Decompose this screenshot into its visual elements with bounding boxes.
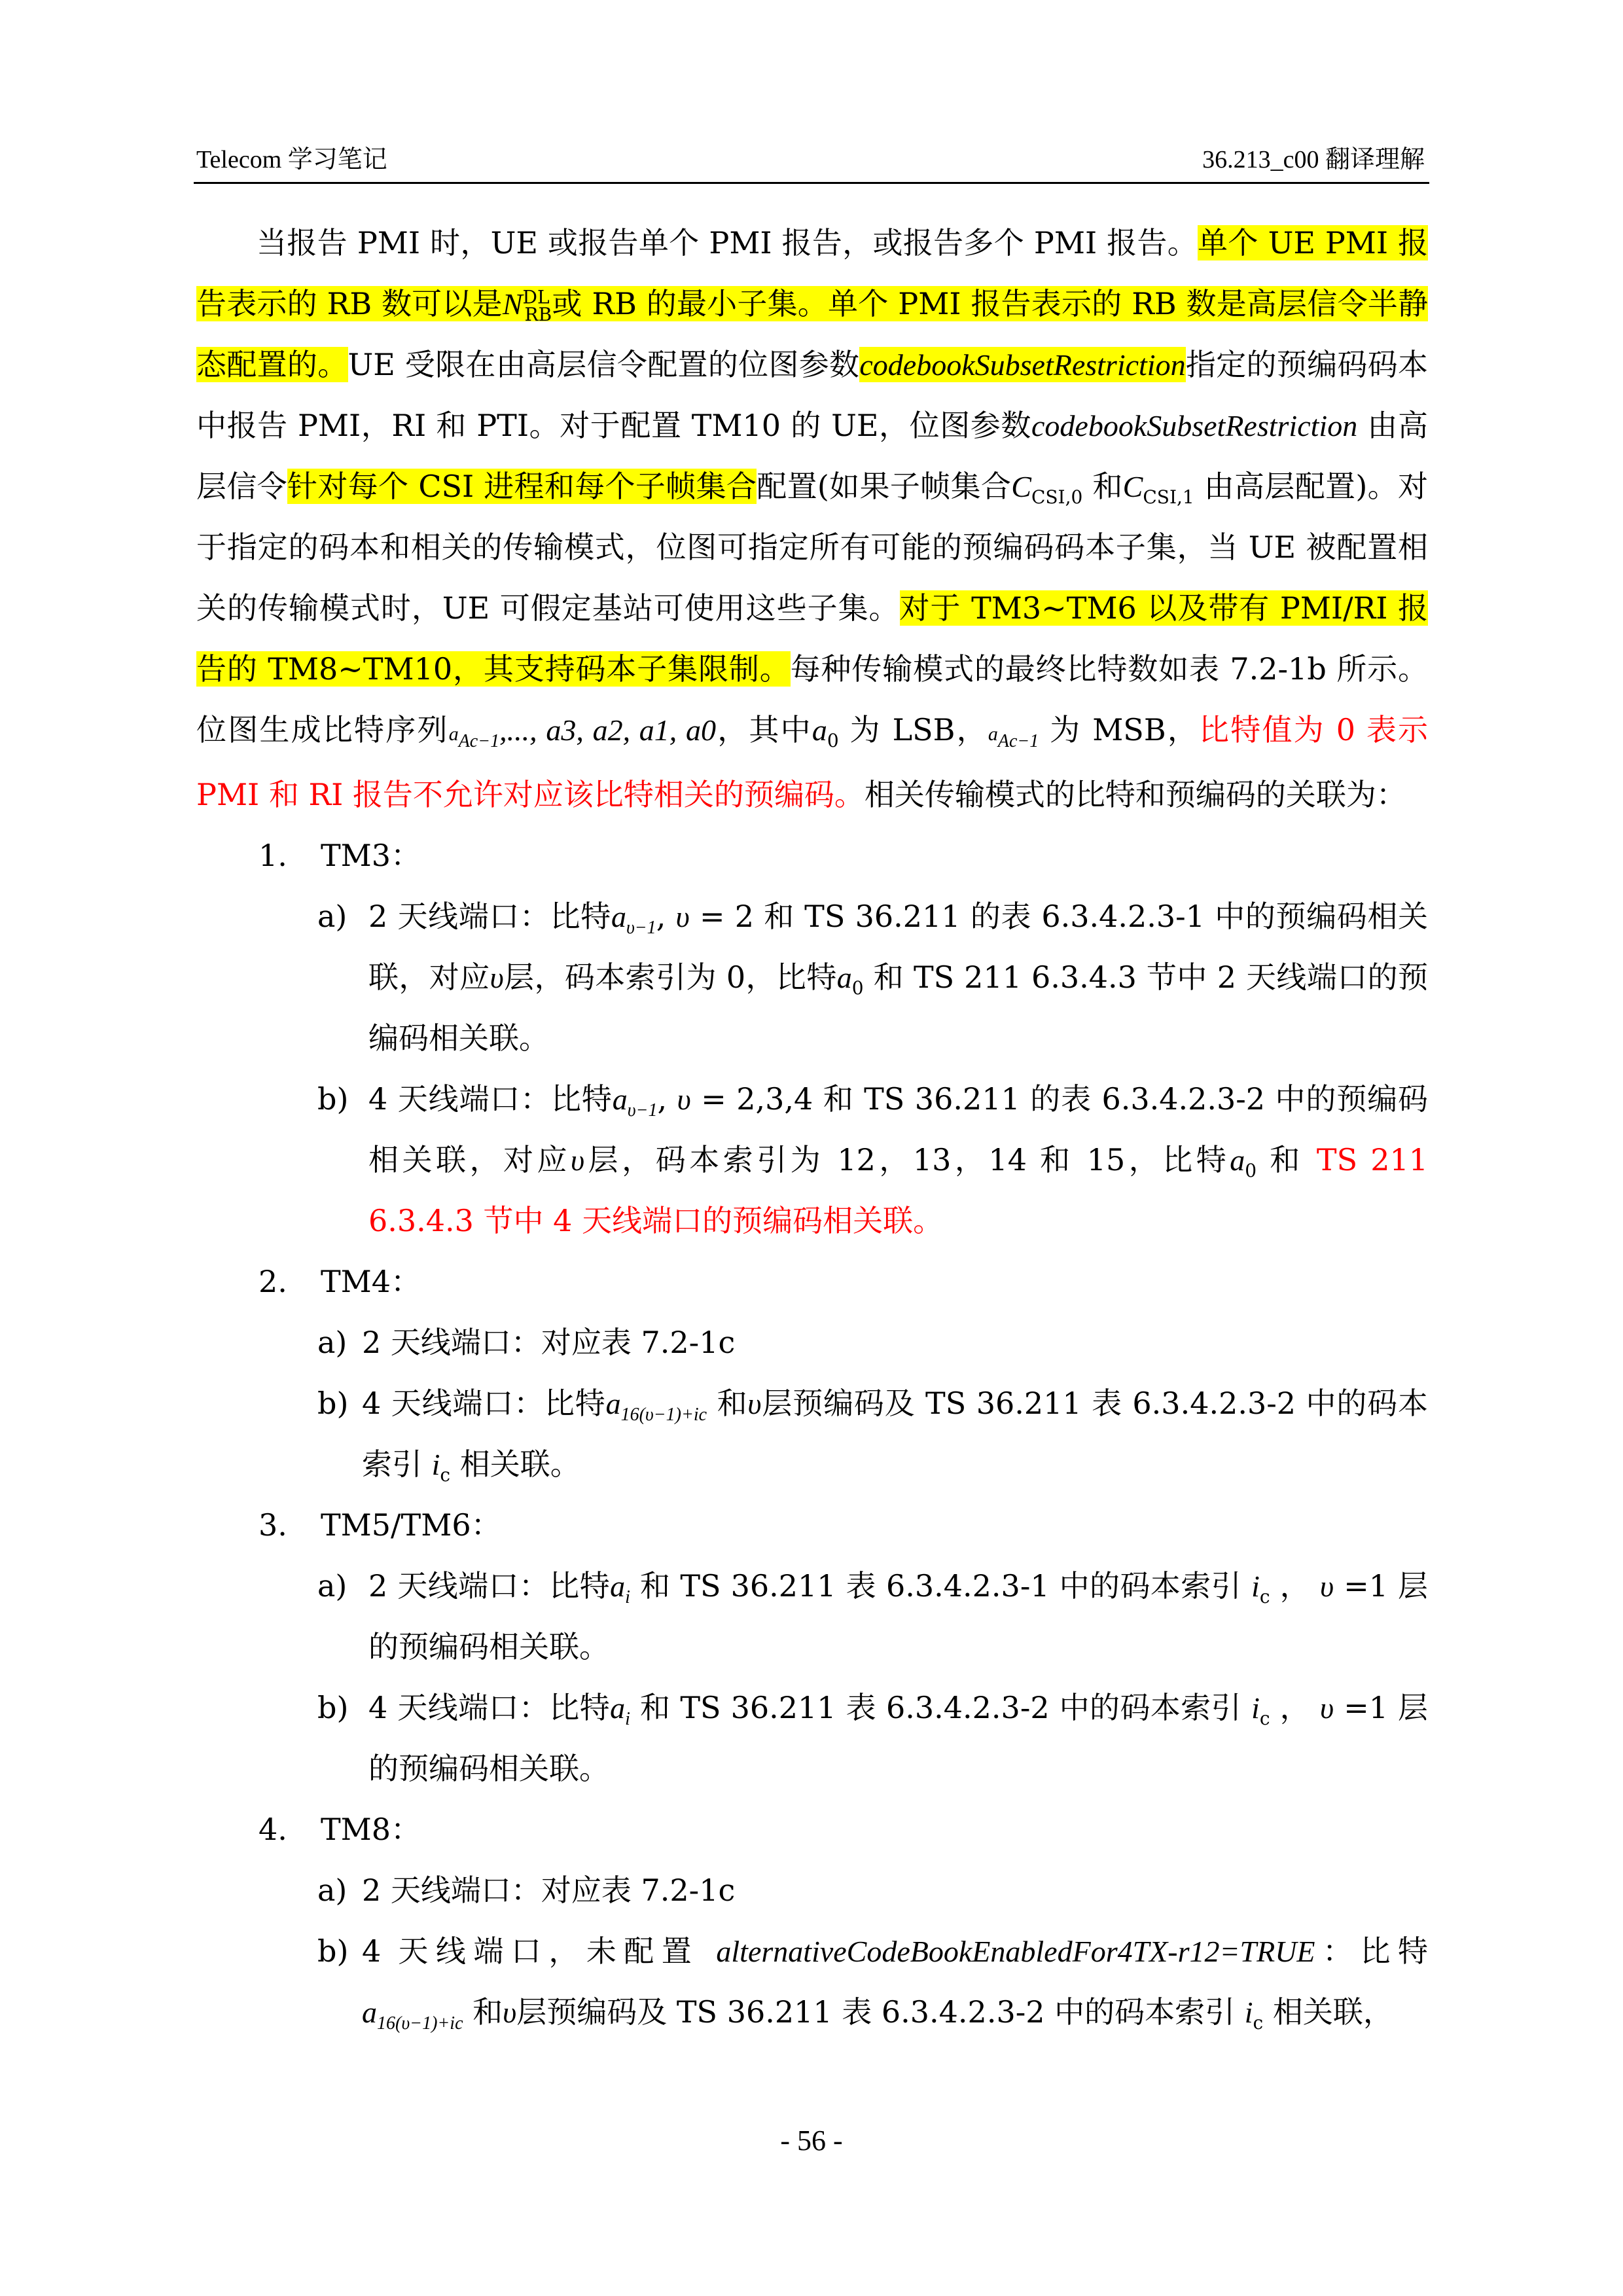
intro-paragraph: 当报告 PMI 时，UE 或报告单个 PMI 报告，或报告多个 PMI 报告。单个 UE PMI 报告表示的 RB 数可以是$N^{DL}_{RB}$或 RB 的最小子集。单个 PMI 报告表示的 RB 数是高层信令半静态配置的。UE 受限在由高层信令配置的位图参数codebookSubsetRestriction指定的预编码码本中报告 PMI，RI 和 PTI。对于配置 TM10 的 UE，位图参数codebookSubsetRestriction 由高层信令针对每个 CSI 进程和每个子帧集合配置(如果子帧集合$C_{CSI,0}$ 和$C_{CSI,1}$ 由高层配置)。对于指定的码本和相关的传输模式，位图可指定所有可能的预编码码本子集，当 UE 被配置相关的传输模式时，UE 可假定基站可使用这些子集。对于 TM3~TM6 以及带有 PMI/RI 报告的 TM8~TM10，其支持码本子集限制。每种传输模式的最终比特数如表 7.2-1b 所示。位图生成比特序列$a_{Ac-1}$,..., a3, a2, a1, a0，其中$a_0$ 为 LSB，$a_{Ac-1}$ 为 MSB，比特值为 0 表示 PMI 和 RI 报告不允许对应该比特相关的预编码。相关传输模式的比特和预编码的关联为： xyxy=(196,225,1429,812)
intro-text-1: 当报告 PMI 时，UE 或报告单个 PMI 报告，或报告多个 PMI 报告。 xyxy=(257,225,1198,260)
symbol-n: N xyxy=(502,287,523,321)
tm8-item-a: a) 2 天线端口：对应表 7.2-1c xyxy=(317,1873,736,1908)
intro-text-3: 指定的预编码码本中报告 PMI，RI 和 PTI。对于配置 TM10 的 UE，位图参数 xyxy=(196,347,1429,443)
tm56-item-a: a) 2 天线端口：比特$a_i$ 和 TS 36.211 表 6.3.4.2.3-1 中的码本索引 $i_c$ ， υ =1 层的预编码相关联。 xyxy=(317,1568,1429,1664)
red-note: 比特值为 0 表示 PMI 和 RI 报告不允许对应该比特相关的预编码。 xyxy=(196,712,1429,812)
highlight-param: codebookSubsetRestriction xyxy=(859,348,1186,382)
intro-text-2: UE 受限在由高层信令配置的位图参数 xyxy=(348,347,860,382)
tm3-item-b: b) 4 天线端口：比特$a_{\upsilon-1}$, υ = 2,3,4 和 TS 36.211 的表 6.3.4.2.3-2 中的预编码相关联，对应υ层，码本索引为 12，13，14 和 15，比特$a_0$ 和 TS 211 6.3.4.3 节中 4 天线端口的预编码相关联。 xyxy=(317,1081,1429,1238)
list-item-tm8: 4. TM8： xyxy=(259,1812,421,1847)
tm4-item-b: b) 4 天线端口：比特$a_{16(\upsilon-1)+ic}$ 和υ层预编码及 TS 36.211 表 6.3.4.2.3-2 中的码本索引 $i_c$ 相关联。 xyxy=(317,1386,1429,1486)
list-item-tm56: 3. TM5/TM6： xyxy=(259,1507,501,1543)
header-right-title: 36.213_c00 翻译理解 xyxy=(1202,146,1425,173)
highlight-csi-process: 针对每个 CSI 进程和每个子帧集合 xyxy=(287,469,757,504)
header-divider xyxy=(194,182,1429,184)
document-body xyxy=(196,213,1428,2043)
tm56-item-b: b) 4 天线端口：比特$a_i$ 和 TS 36.211 表 6.3.4.2.3-2 中的码本索引 $i_c$ ， υ =1 层的预编码相关联。 xyxy=(317,1690,1429,1786)
header-left-title: Telecom 学习笔记 xyxy=(196,146,387,173)
list-item-tm4: 2. TM4： xyxy=(259,1264,421,1299)
highlight-rb-count: 单个 UE PMI 报告表示的 RB 数可以是$N^{DL}_{RB}$或 RB 的最小子集。单个 PMI 报告表示的 RB 数是高层信令半静态配置的。 xyxy=(196,225,1428,382)
page-number: - 56 - xyxy=(780,2125,843,2157)
highlight-tm-support: 对于 TM3~TM6 以及带有 PMI/RI 报告的 TM8~TM10，其支持码本子集限制。 xyxy=(196,590,1429,687)
tm3-item-a: a) 2 天线端口：比特$a_{\upsilon-1}$, υ = 2 和 TS 36.211 的表 6.3.4.2.3-1 中的预编码相关联，对应υ层，码本索引为 0，比特$a_0$ 和 TS 211 6.3.4.3 节中 2 天线端口的预编码相关联。 xyxy=(317,899,1429,1056)
tm8-item-b: b) 4 天线端口，未配置 alternativeCodeBookEnabledFor4TX-r12=TRUE：比特$a_{16(\upsilon-1)+ic}$ 和υ层预编码及 TS 36.211 表 6.3.4.2.3-2 中的码本索引 $i_c$ 相关联， xyxy=(317,1933,1429,2034)
list-item-tm3: 1. TM3： xyxy=(259,838,421,873)
tm4-item-a: a) 2 天线端口：对应表 7.2-1c xyxy=(317,1325,736,1360)
param-text: codebookSubsetRestriction xyxy=(1031,409,1358,442)
